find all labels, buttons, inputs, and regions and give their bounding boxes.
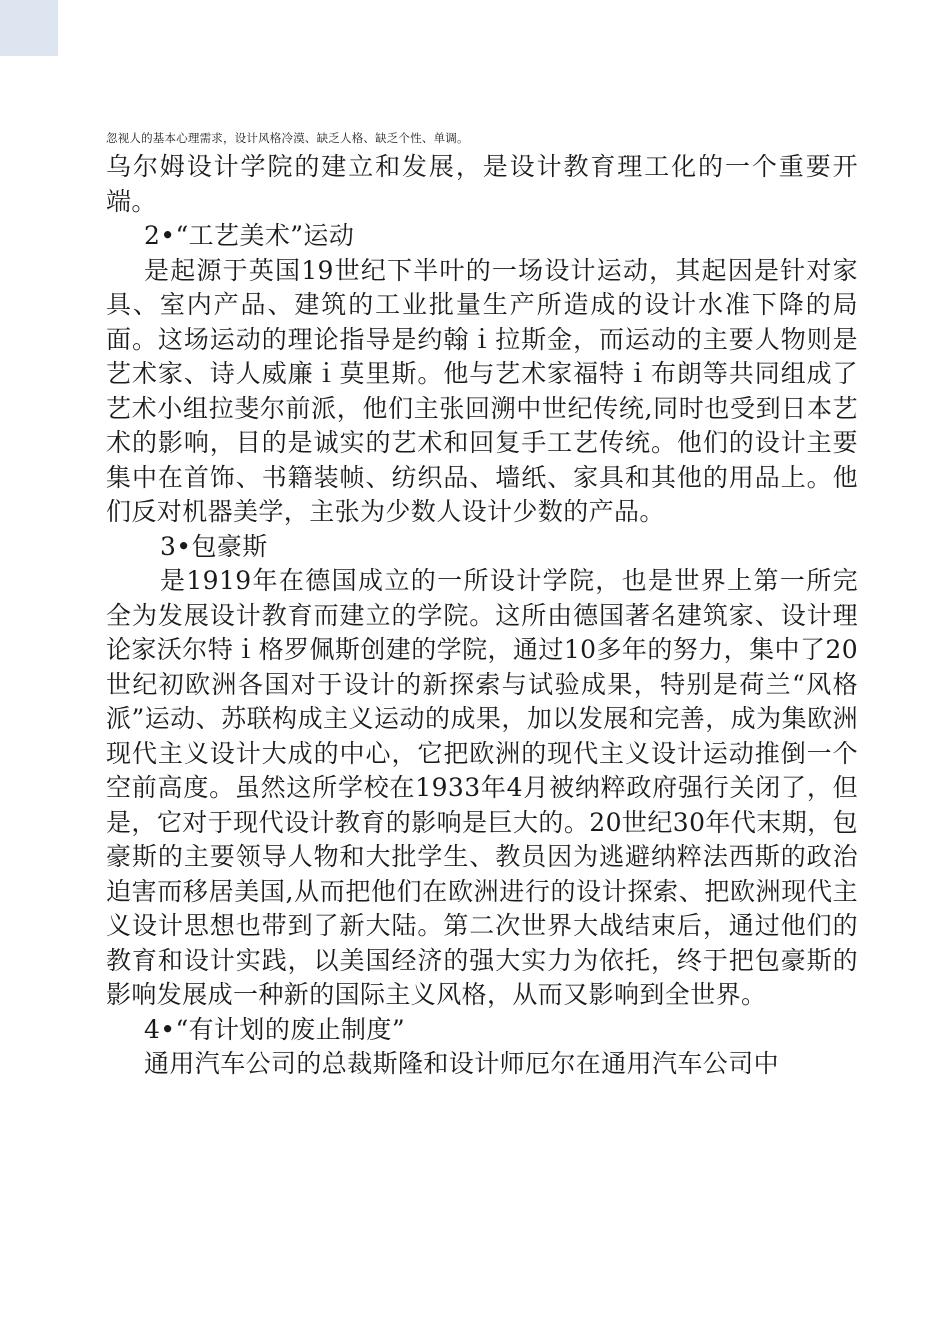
heading-arts-and-crafts: 2•“工艺美术”运动 xyxy=(144,221,355,250)
paragraph-ulm: 乌尔姆设计学院的建立和发展，是设计教育理工化的一个重要开端。 xyxy=(106,152,858,216)
paragraph-arts-and-crafts: 是起源于英国19世纪下半叶的一场设计运动，其起因是针对家具、室内产品、建筑的工业批量生产所造成的设计水准下降的局面。这场运动的理论指导是约翰ｉ拉斯金，而运动的主要人物则是艺术家、诗人威廉ｉ莫里斯。他与艺术家福特ｉ布朗等共同组成了艺术小组拉斐尔前派，他们主张回溯中世纪传统,同时也受到日本艺术的影响，目的是诚实的艺术和回复手工艺传统。他们的设计主要集中在首饰、书籍装帧、纺织品、墙纸、家具和其他的用品上。他们反对机器美学，主张为少数人设计少数的产品。 xyxy=(106,255,858,526)
paragraph-bauhaus: 是1919年在德国成立的一所设计学院，也是世界上第一所完全为发展设计教育而建立的学院。这所由德国著名建筑家、设计理论家沃尔特ｉ格罗佩斯创建的学院，通过10多年的努力，集中了20世纪初欧洲各国对于设计的新探索与试验成果，特别是荷兰“风格派”运动、苏联构成主义运动的成果，加以发展和完善，成为集欧洲现代主义设计大成的中心，它把欧洲的现代主义设计运动推倒一个空前高度。虽然这所学校在1933年4月被纳粹政府强行关闭了，但是，它对于现代设计教育的影响是巨大的。20世纪30年代末期，包豪斯的主要领导人物和大批学生、教员因为逃避纳粹法西斯的政治迫害而移居美国,从而把他们在欧洲进行的设计探索、把欧洲现代主义设计思想也带到了新大陆。第二次世界大战结束后，通过他们的教育和设计实践，以美国经济的强大实力为依托，终于把包豪斯的影响发展成一种新的国际主义风格，从而又影响到全世界。 xyxy=(106,566,858,1009)
paragraph-planned-obsolescence: 通用汽车公司的总裁斯隆和设计师厄尔在通用汽车公司中 xyxy=(144,1049,780,1078)
document-body xyxy=(106,150,858,1082)
footnote-text: 忽视人的基本心理需求，设计风格冷漠、缺乏人格、缺乏个性、单调。 xyxy=(106,131,469,145)
heading-bauhaus: 3•包豪斯 xyxy=(160,531,268,561)
heading-planned-obsolescence: 4•“有计划的废止制度” xyxy=(144,1014,406,1044)
page-corner-tab xyxy=(0,0,58,56)
